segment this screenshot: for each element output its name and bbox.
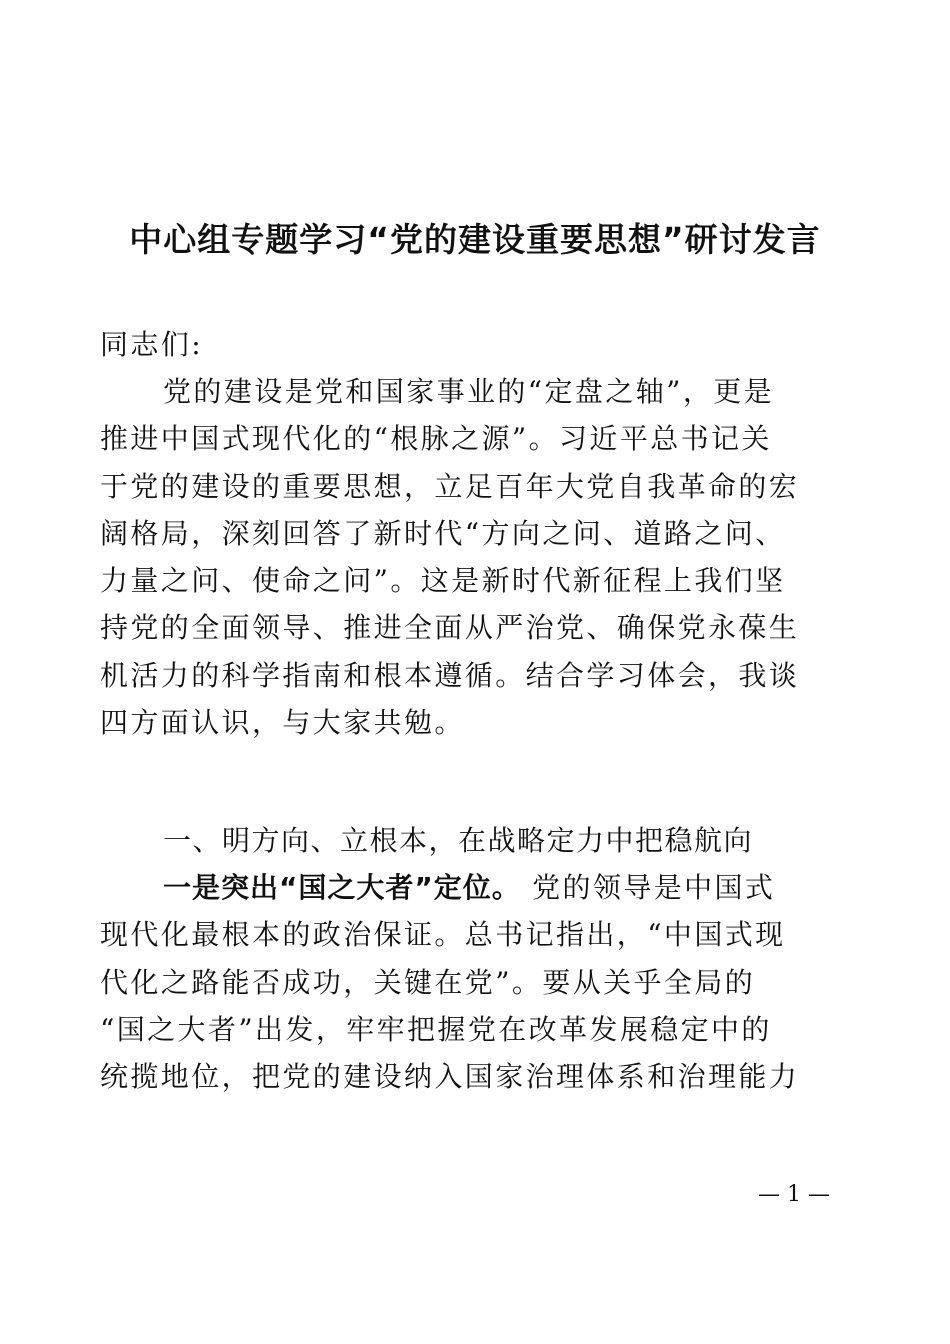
paragraph-1-line: [100, 368, 840, 415]
paragraph-2-first-line: [100, 864, 840, 911]
paragraph-1-line: 机活力的科学指南和根本遵循。结合学习体会，我谈: [100, 658, 800, 692]
paragraph-1-line: 于党的建设的重要思想，立足百年大党自我革命的宏: [100, 469, 800, 503]
section-heading: 一、明方向、立根本，在战略定力中把稳航向: [163, 824, 754, 857]
paragraph-1: [100, 368, 840, 746]
paragraph-1-line: 持党的全面领导、推进全面从严治党、确保党永葆生: [100, 611, 800, 645]
salutation: 同志们:: [100, 328, 204, 361]
paragraph-1-line-text: 党的建设是党和国家事业的“定盘之轴”，更是: [163, 375, 775, 408]
document-title: 中心组专题学习“党的建设重要思想”研讨发言: [129, 220, 821, 259]
paragraph-2-line: 代化之路能否成功，关键在党”。要从关乎全局的: [100, 965, 756, 999]
paragraph-2-line: “国之大者”出发，牢牢把握党在改革发展稳定中的: [100, 1012, 772, 1046]
paragraph-1-line: 阔格局，深刻回答了新时代“方向之问、道路之问、: [100, 516, 786, 550]
paragraph-2-line: 统揽地位，把党的建设纳入国家治理体系和治理能力: [100, 1060, 800, 1094]
paragraph-1-line: 推进中国式现代化的“根脉之源”。习近平总书记关: [100, 422, 772, 456]
paragraph-1-line: 四方面认识，与大家共勉。: [100, 706, 465, 740]
paragraph-2: [100, 864, 840, 1100]
page-number: — 1 —: [758, 1182, 830, 1207]
paragraph-1-line: 力量之问、使命之问”。这是新时代新征程上我们坚: [100, 564, 786, 598]
paragraph-2-lead: 一是突出“国之大者”定位。: [163, 871, 521, 904]
paragraph-2-line: 现代化最根本的政治保证。总书记指出，“中国式现: [100, 918, 786, 952]
paragraph-2-first-line-text: 党的领导是中国式: [532, 871, 776, 904]
